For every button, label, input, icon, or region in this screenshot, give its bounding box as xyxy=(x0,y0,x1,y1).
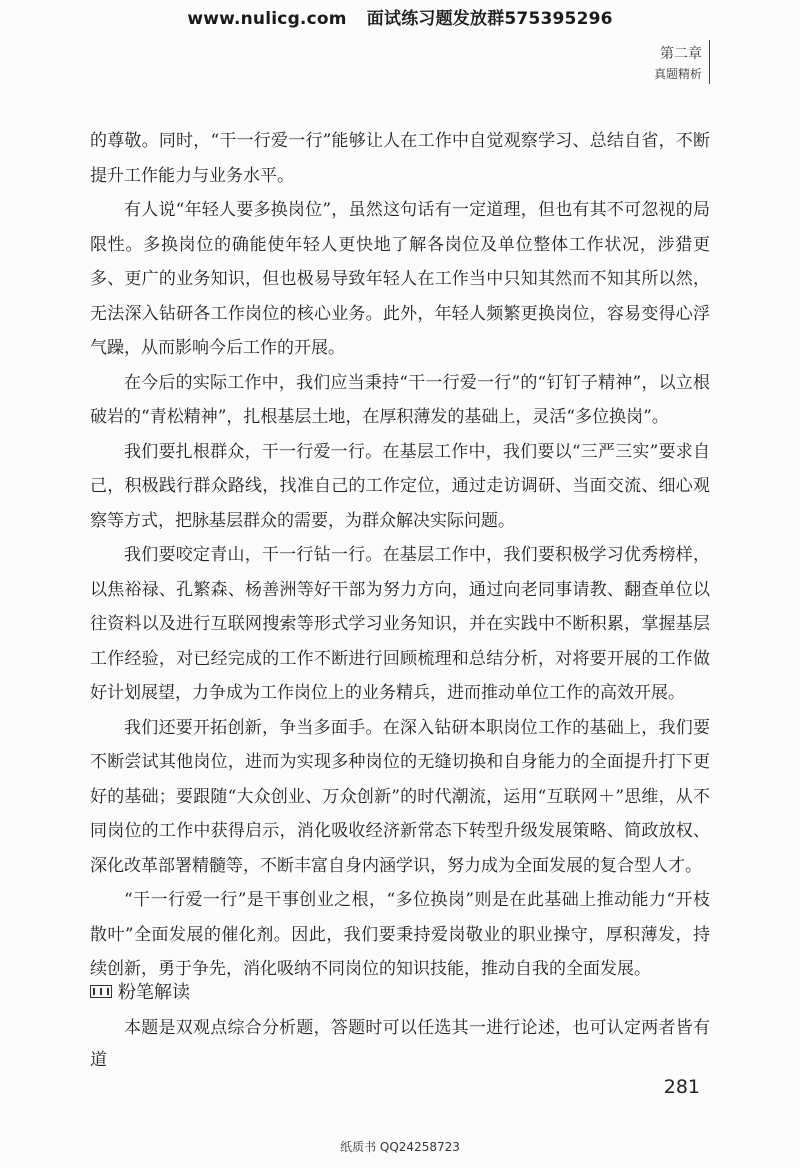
paragraph: 有人说“年轻人要多换岗位”，虽然这句话有一定道理，但也有其不可忽视的局限性。多换岗位的确能使年轻人更快地了解各岗位及单位整体工作状况，涉猎更多、更广的业务知识，但也极易导致年轻人在工作当中只知其然而不知其所以然，无法深入钻研各工作岗位的核心业务。此外，年轻人频繁更换岗位，容易变得心浮气躁，从而影响今后工作的开展。 xyxy=(90,200,710,358)
section-heading xyxy=(90,976,710,1006)
paragraph: 在今后的实际工作中，我们应当秉持“干一行爱一行”的“钉钉子精神”，以立根破岩的“青松精神”，扎根基层土地，在厚积薄发的基础上，灵活“多位换岗”。 xyxy=(90,372,710,427)
body-text xyxy=(90,124,710,987)
chapter-subtitle: 真题精析 xyxy=(653,67,702,81)
paragraph: 我们还要开拓创新，争当多面手。在深入钻研本职岗位工作的基础上，我们要不断尝试其他岗位，进而为实现多种岗位的无缝切换和自身能力的全面提升打下更好的基础；要跟随“大众创业、万众创新”的时代潮流，运用“互联网＋”思维，从不同岗位的工作中获得启示，消化吸收经济新常态下转型升级发展策略、简政放权、深化改革部署精髓等，不断丰富自身内涵学识，努力成为全面发展的复合型人才。 xyxy=(90,717,710,876)
page-number: 281 xyxy=(663,1076,700,1098)
watermark-banner xyxy=(0,4,800,29)
paragraph: 的尊敬。同时，“干一行爱一行”能够让人在工作中自觉观察学习、总结自省，不断提升工作能力与业务水平。 xyxy=(90,131,710,186)
watermark-text: 面试练习题发放群575395296 xyxy=(366,9,613,29)
paragraph: 我们要扎根群众，干一行爱一行。在基层工作中，我们要以“三严三实”要求自己，积极践行群众路线，找准自己的工作定位，通过走访调研、当面交流、细心观察等方式，把脉基层群众的需要，为群众解决实际问题。 xyxy=(90,441,710,531)
chalk-box-icon xyxy=(90,985,112,998)
chapter-title: 第二章 xyxy=(660,46,702,62)
analysis-section xyxy=(90,976,710,1076)
paragraph: “干一行爱一行”是干事创业之根，“多位换岗”则是在此基础上推动能力“开枝散叶”全面发展的催化剂。因此，我们要秉持爱岗敬业的职业操守，厚积薄发，持续创新，勇于争先，消化吸纳不同岗位的知识技能，推动自我的全面发展。 xyxy=(90,890,711,979)
footer-note: 纸质书 QQ24258723 xyxy=(340,1140,460,1154)
chapter-divider xyxy=(709,40,710,84)
section-heading-text: 粉笔解读 xyxy=(118,982,190,1003)
chapter-header xyxy=(654,44,702,84)
paragraph: 我们要咬定青山，干一行钻一行。在基层工作中，我们要积极学习优秀榜样，以焦裕禄、孔繁森、杨善洲等好干部为努力方向，通过向老同事请教、翻查单位以往资料以及进行互联网搜索等形式学习业务知识，并在实践中不断积累，掌握基层工作经验，对已经完成的工作不断进行回顾梳理和总结分析，对将要开展的工作做好计划展望，力争成为工作岗位上的业务精兵，进而推动单位工作的高效开展。 xyxy=(90,545,710,703)
section-paragraph: 本题是双观点综合分析题，答题时可以任选其一进行论述，也可认定两者皆有道 xyxy=(90,1018,710,1070)
watermark-url: www.nulicg.com xyxy=(187,9,347,29)
